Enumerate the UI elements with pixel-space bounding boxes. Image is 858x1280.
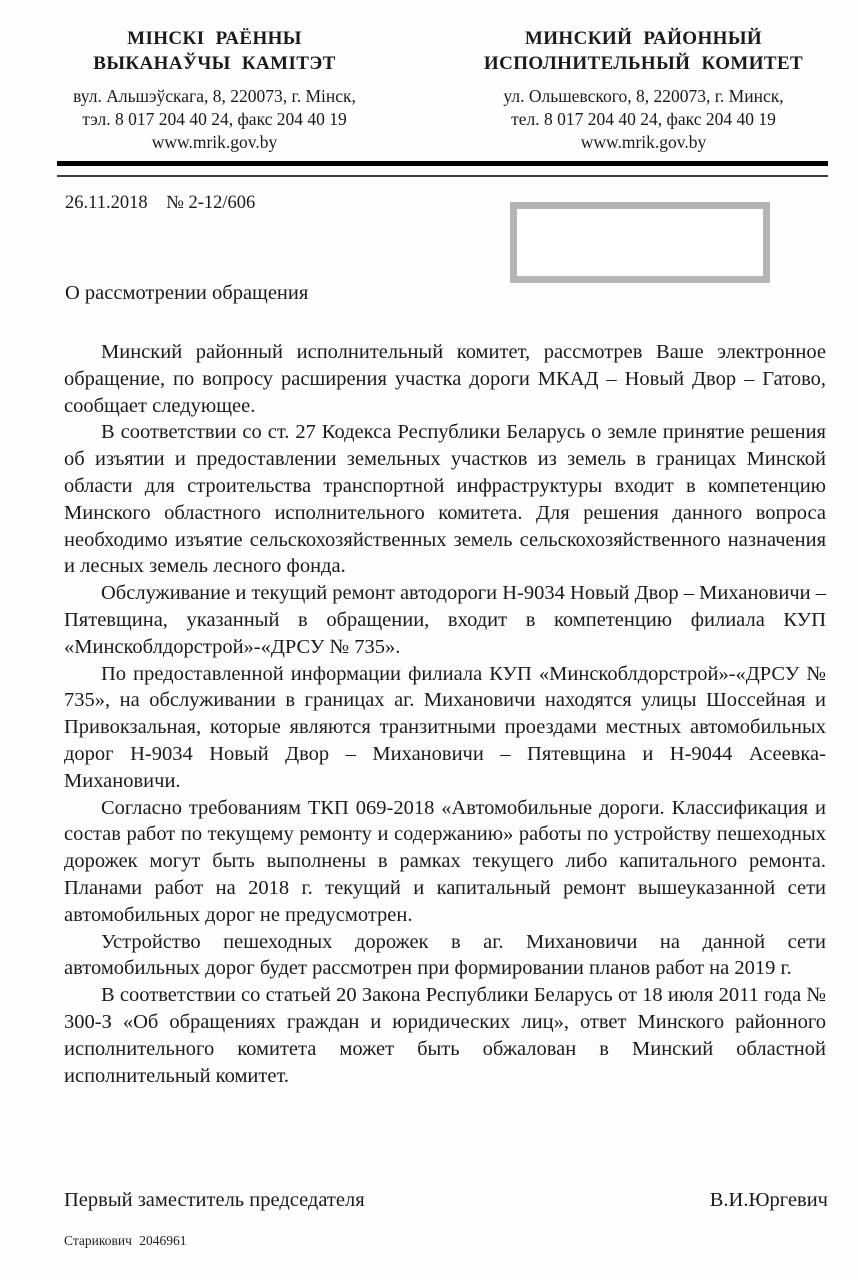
org-website: www.mrik.gov.by [580, 132, 707, 152]
org-name-line: ИСПОЛНИТЕЛЬНЫЙ КОМИТЕТ [483, 53, 804, 74]
signature-row [64, 1189, 828, 1212]
body-paragraph: В соответствии со ст. 27 Кодекса Республики Беларусь о земле принятие решения об изъятии и предоставлении земельных участков из земель в границах Минской области для строительства транспортной инфраструктуры входит в компетенцию Минского областного исполнительного комитета. Для решения данного вопроса необходимо изъятие сельскохозяйственных земель сельскохозяйственного назначения и лесных земель лесного фонда. [64, 421, 826, 578]
org-name-line: ВЫКАНАЎЧЫ КАМІТЭТ [93, 53, 336, 74]
divider-thin-rule [57, 175, 828, 177]
org-address: ул. Ольшевского, 8, 220073, г. Минск, [503, 86, 784, 106]
letter-subject: О рассмотрении обращения [65, 282, 309, 304]
body-paragraph: Согласно требованиям ТКП 069-2018 «Автомобильные дороги. Классификация и состав работ по текущему ремонту и содержанию» работы по устройству пешеходных дорожек могут быть выполнены в рамках текущего либо капитального ремонта. Планами работ на 2018 г. текущий и капитальный ремонт вышеуказанной сети автомобильных дорог не предусмотрен. [64, 796, 826, 926]
org-phone: тел. 8 017 204 40 24, факс 204 40 19 [511, 109, 776, 129]
signer-position: Первый заместитель председателя [64, 1189, 365, 1211]
body-paragraph: По предоставленной информации филиала КУП «Минскоблдорстрой»-«ДРСУ № 735», на обслуживании в границах аг. Михановичи находятся улицы Шоссейная и Привокзальная, которые являются транзитными проездами местных автомобильных дорог Н-9034 Новый Двор – Михановичи – Пятевщина и Н-9044 Асеевка-Михановичи. [64, 662, 826, 792]
body-paragraph: Минский районный исполнительный комитет, рассмотрев Ваше электронное обращение, по вопросу расширения участка дороги МКАД – Новый Двор – Гатово, сообщает следующее. [64, 341, 826, 417]
letter-date: 26.11.2018 [65, 193, 148, 213]
recipient-stamp-box [510, 202, 770, 283]
org-address: вул. Альшэўскага, 8, 220073, г. Мінск, [73, 86, 356, 106]
letterhead [0, 0, 858, 154]
body-paragraph: Устройство пешеходных дорожек в аг. Михановичи на данной сети автомобильных дорог будет рассмотрен при формировании планов работ на 2019 г. [64, 930, 826, 980]
org-website: www.mrik.gov.by [151, 132, 278, 152]
body-paragraph: Обслуживание и текущий ремонт автодороги Н-9034 Новый Двор – Михановичи – Пятевщина, указанный в обращении, входит в компетенцию филиала КУП «Минскоблдорстрой»-«ДРСУ № 735». [64, 582, 826, 658]
org-name-line: МИНСКИЙ РАЙОННЫЙ [524, 28, 763, 49]
letter-body [64, 339, 826, 1089]
org-phone: тэл. 8 017 204 40 24, факс 204 40 19 [82, 109, 347, 129]
body-paragraph: В соответствии со статьей 20 Закона Республики Беларусь от 18 июля 2011 года № 300-З «Об обращениях граждан и юридических лиц», ответ Минского районного исполнительного комитета может быть обжалован в Минский областной исполнительный комитет. [64, 984, 826, 1087]
letterhead-right-russian [429, 26, 858, 154]
divider-thick-rule [57, 161, 828, 166]
letter-number: № 2-12/606 [166, 193, 256, 213]
letterhead-left-belarusian [0, 26, 429, 154]
executor-note: Старикович 2046961 [64, 1233, 187, 1248]
org-name-line: МІНСКІ РАЁННЫ [127, 28, 302, 49]
signer-name: В.И.Юргевич [709, 1189, 828, 1211]
